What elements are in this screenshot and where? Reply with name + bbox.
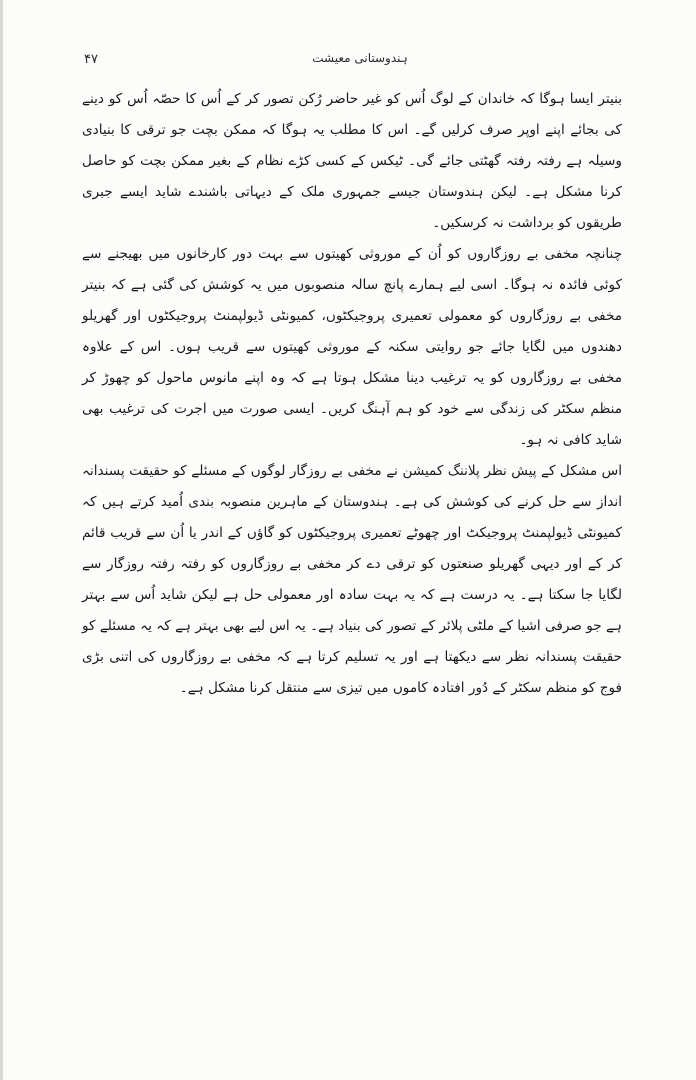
paragraph-1: بنیتر ایسا ہوگا کہ خاندان کے لوگ اُس کو غیر حاضر رُکن تصور کر کے اُس کا حصّہ اُس کو دینے کی بجائے اپنے اوپر صرف کرلیں گے۔ اس کا مطلب یہ ہوگا کہ ممکن بچت جو ترقی کا بنیادی وسیلہ ہے رفتہ رفتہ گھٹتی جائے گی۔ ٹیکس کے کسی کڑے نظام کے بغیر ممکن بچت کو حاصل کرنا مشکل ہے۔ لیکن ہندوستان جیسے جمہوری ملک کے دیہاتی باشندے شاید ایسے جبری طریقوں کو برداشت نہ کرسکیں۔ (82, 91, 622, 231)
paragraph-2: چنانچہ مخفی بے روزگاروں کو اُن کے موروثی کھیتوں سے بہت دور کارخانوں میں بھیجنے سے کوئی فائدہ نہ ہوگا۔ اسی لیے ہمارے پانچ سالہ منصوبوں میں یہ کوشش کی گئی ہے کہ بنیتر مخفی بے روزگاروں کو معمولی تعمیری پروجیکٹوں، کمیونٹی ڈیولپمنٹ پروجیکٹوں اور گھریلو دھندوں میں لگایا جائے جو روایتی سکنہ کے موروثی کھیتوں سے قریب ہوں۔ اس کے علاوہ مخفی بے روزگاروں کو یہ ترغیب دینا مشکل ہوتا ہے کہ وہ اپنے مانوس ماحول کو چھوڑ کر منظم سکٹر کی زندگی سے خود کو ہم آہنگ کریں۔ ایسی صورت میں اجرت کی ترغیب بھی شاید کافی نہ ہو۔ (82, 246, 622, 448)
page-number: ۴۷ (84, 52, 98, 67)
running-title: ہندوستانی معیشت (312, 51, 408, 65)
body-text (82, 84, 622, 704)
paragraph-3: اس مشکل کے پیش نظر پلاننگ کمیشن نے مخفی بے روزگار لوگوں کے مسئلے کو حقیقت پسندانہ انداز سے حل کرنے کی کوشش کی ہے۔ ہندوستان کے ماہرین منصوبہ بندی اُمید کرتے ہیں کہ کمیونٹی ڈیولپمنٹ پروجیکٹ اور چھوٹے تعمیری پروجیکٹوں کو گاؤں کے اندر یا اُن سے قریب قائم کر کے اور دیہی گھریلو صنعتوں کو ترقی دے کر مخفی بے روزگاروں کو رفتہ رفتہ روزگار سے لگایا جا سکتا ہے۔ یہ درست ہے کہ یہ بہت سادہ اور معمولی حل ہے لیکن شاید اُس سے بہتر ہے جو صرفی اشیا کے ملٹی پلائر کے تصور کی بنیاد ہے۔ یہ اس لیے بھی بہتر ہے کہ یہ مسئلے کو حقیقت پسندانہ نظر سے دیکھتا ہے اور یہ تسلیم کرتا ہے کہ مخفی بے روزگاروں کی اتنی بڑی فوج کو منظم سکٹر کے دُور افتادہ کاموں میں تیزی سے منتقل کرنا مشکل ہے۔ (82, 463, 622, 696)
page-edge (0, 0, 3, 1080)
